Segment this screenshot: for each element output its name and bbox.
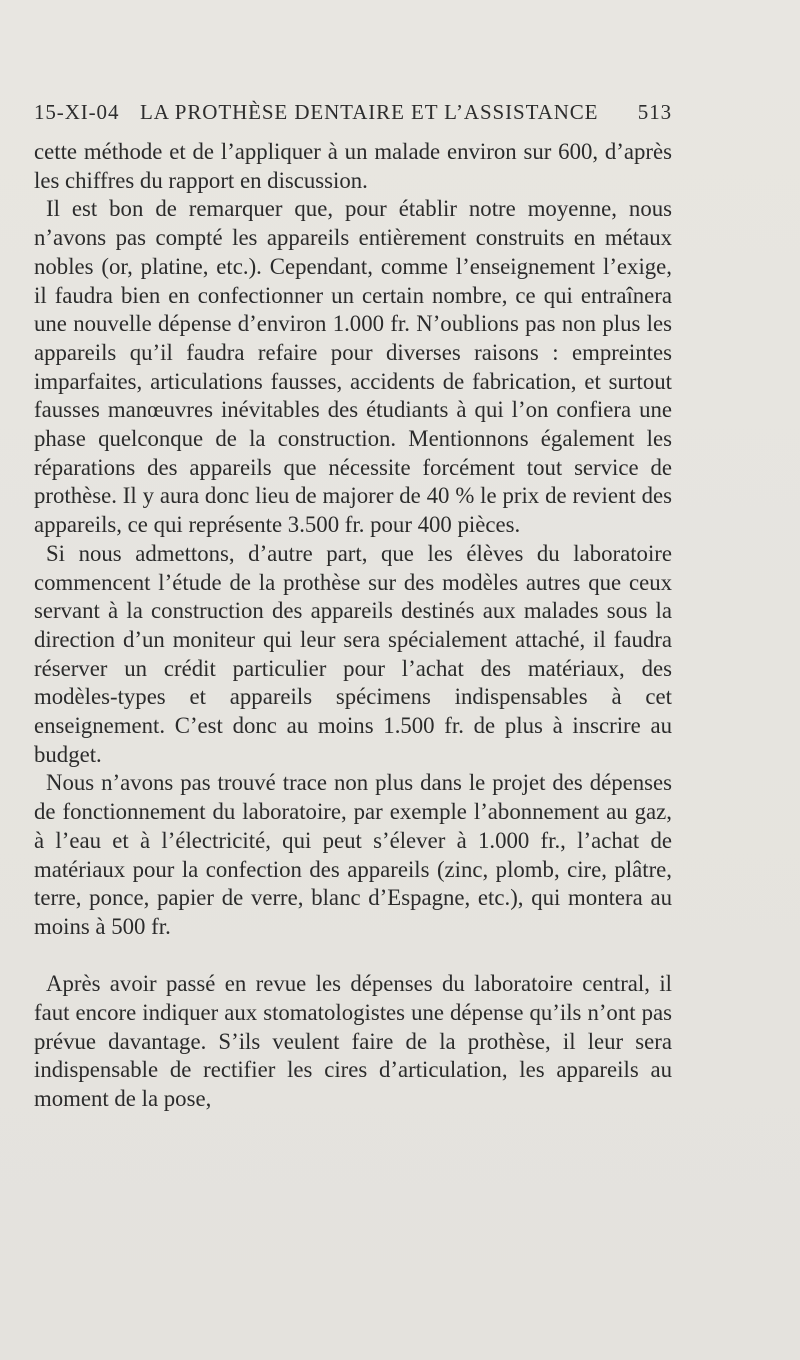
paragraph-eleves: Si nous admettons, d’autre part, que les élèves du laboratoire commencent l’étude de la prothèse sur des modèles autres que ceux servant à la construction des appareils destinés aux malades sous la direction d’un moniteur qui leur sera spécialement attaché, il faudra réserver un crédit particulier pour l’achat des matériaux, des modèles-types et appareils spécimens indispensables à cet enseignement. C’est donc au moins 1.500 fr. de plus à inscrire au budget. bbox=[34, 540, 672, 767]
paragraph-moyenne: Il est bon de remarquer que, pour établir notre moyenne, nous n’avons pas compté les appareils entièrement construits en métaux nobles (or, platine, etc.). Cependant, comme l’enseignement l’exige, il faudra bien en confectionner un certain nombre, ce qui entraînera une nouvelle dépense d’environ 1.000 fr. N’oublions pas non plus les appareils qu’il faudra refaire pour diverses raisons : empreintes imparfaites, articulations fausses, accidents de fabrication, et surtout fausses manœuvres inévitables des étudiants à qui l’on confiera une phase quelconque de la construction. Mentionnons également les réparations des appareils que nécessite forcément tout service de prothèse. Il y aura donc lieu de majorer de 40 % le prix de revient des appareils, ce qui représente 3.500 fr. pour 400 pièces. bbox=[34, 196, 672, 538]
header-title: LA PROTHÈSE DENTAIRE ET L’ASSISTANCE bbox=[140, 100, 599, 124]
page-number: 513 bbox=[637, 100, 672, 124]
header-date: 15-XI-04 bbox=[34, 100, 120, 124]
paragraph-continuation: cette méthode et de l’appliquer à un malade environ sur 600, d’après les chiffres du rapport en discussion. bbox=[34, 139, 672, 193]
body-text bbox=[34, 138, 672, 1114]
paragraph-fonctionnement: Nous n’avons pas trouvé trace non plus dans le projet des dépenses de fonctionnement du laboratoire, par exemple l’abonnement au gaz, à l’eau et à l’électricité, qui peut s’élever à 1.000 fr., l’achat de matériaux pour la confection des appareils (zinc, plomb, cire, plâtre, terre, ponce, papier de verre, blanc d’Espagne, etc.), qui montera au moins à 500 fr. bbox=[34, 770, 672, 939]
running-header bbox=[34, 100, 672, 132]
paragraph-stomatologistes: Après avoir passé en revue les dépenses du laboratoire central, il faut encore indiquer aux stomatologistes une dépense qu’ils n’ont pas prévue davantage. S’ils veulent faire de la prothèse, il leur sera indispensable de rectifier les cires d’articulation, les appareils au moment de la pose, bbox=[34, 971, 672, 1111]
